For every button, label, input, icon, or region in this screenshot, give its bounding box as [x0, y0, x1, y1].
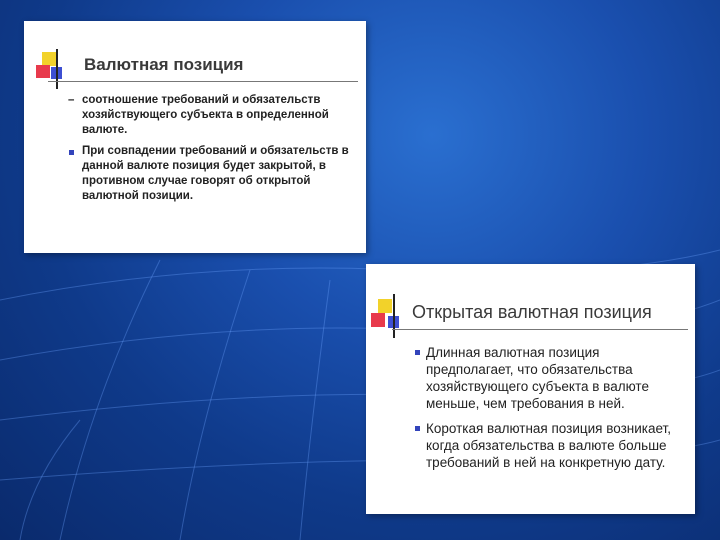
slide-card-open-position [366, 264, 695, 514]
slide-body [414, 344, 684, 479]
title-underline [48, 81, 358, 82]
slide-title: Открытая валютная позиция [412, 302, 652, 322]
definition-item [68, 93, 360, 138]
dash-marker: – [68, 94, 75, 106]
bullet-item [414, 420, 684, 471]
bullet-text: Короткая валютная позиция возникает, когда обязательства в валюте больше требований в ней на конкретную дату. [426, 421, 671, 470]
logo-red-square [36, 65, 50, 78]
logo-vertical-line [393, 294, 395, 338]
logo-red-square [371, 313, 385, 327]
logo-yellow-square [378, 299, 392, 313]
logo-yellow-square [42, 52, 56, 66]
title-underline [392, 329, 688, 330]
slide-title: Валютная позиция [84, 55, 244, 74]
logo-vertical-line [56, 49, 58, 89]
slide-card-currency-position [24, 21, 366, 253]
bullet-text: При совпадении требований и обязательств в данной валюте позиция будет закрытой, в противном случае говорят об открытой валютной позиции. [82, 145, 349, 202]
bullet-item [68, 144, 360, 204]
slide-body [68, 93, 360, 210]
bullet-square-icon [415, 426, 420, 431]
bullet-text: Длинная валютная позиция предполагает, что обязательства хозяйствующего субъекта в валюте меньше, чем требования в ней. [426, 345, 649, 411]
bullet-square-icon [69, 150, 74, 155]
definition-text: соотношение требований и обязательств хозяйствующего субъекта в определенной валюте. [82, 94, 329, 136]
slide-logo-icon [36, 49, 70, 91]
bullet-square-icon [415, 350, 420, 355]
bullet-item [414, 344, 684, 412]
